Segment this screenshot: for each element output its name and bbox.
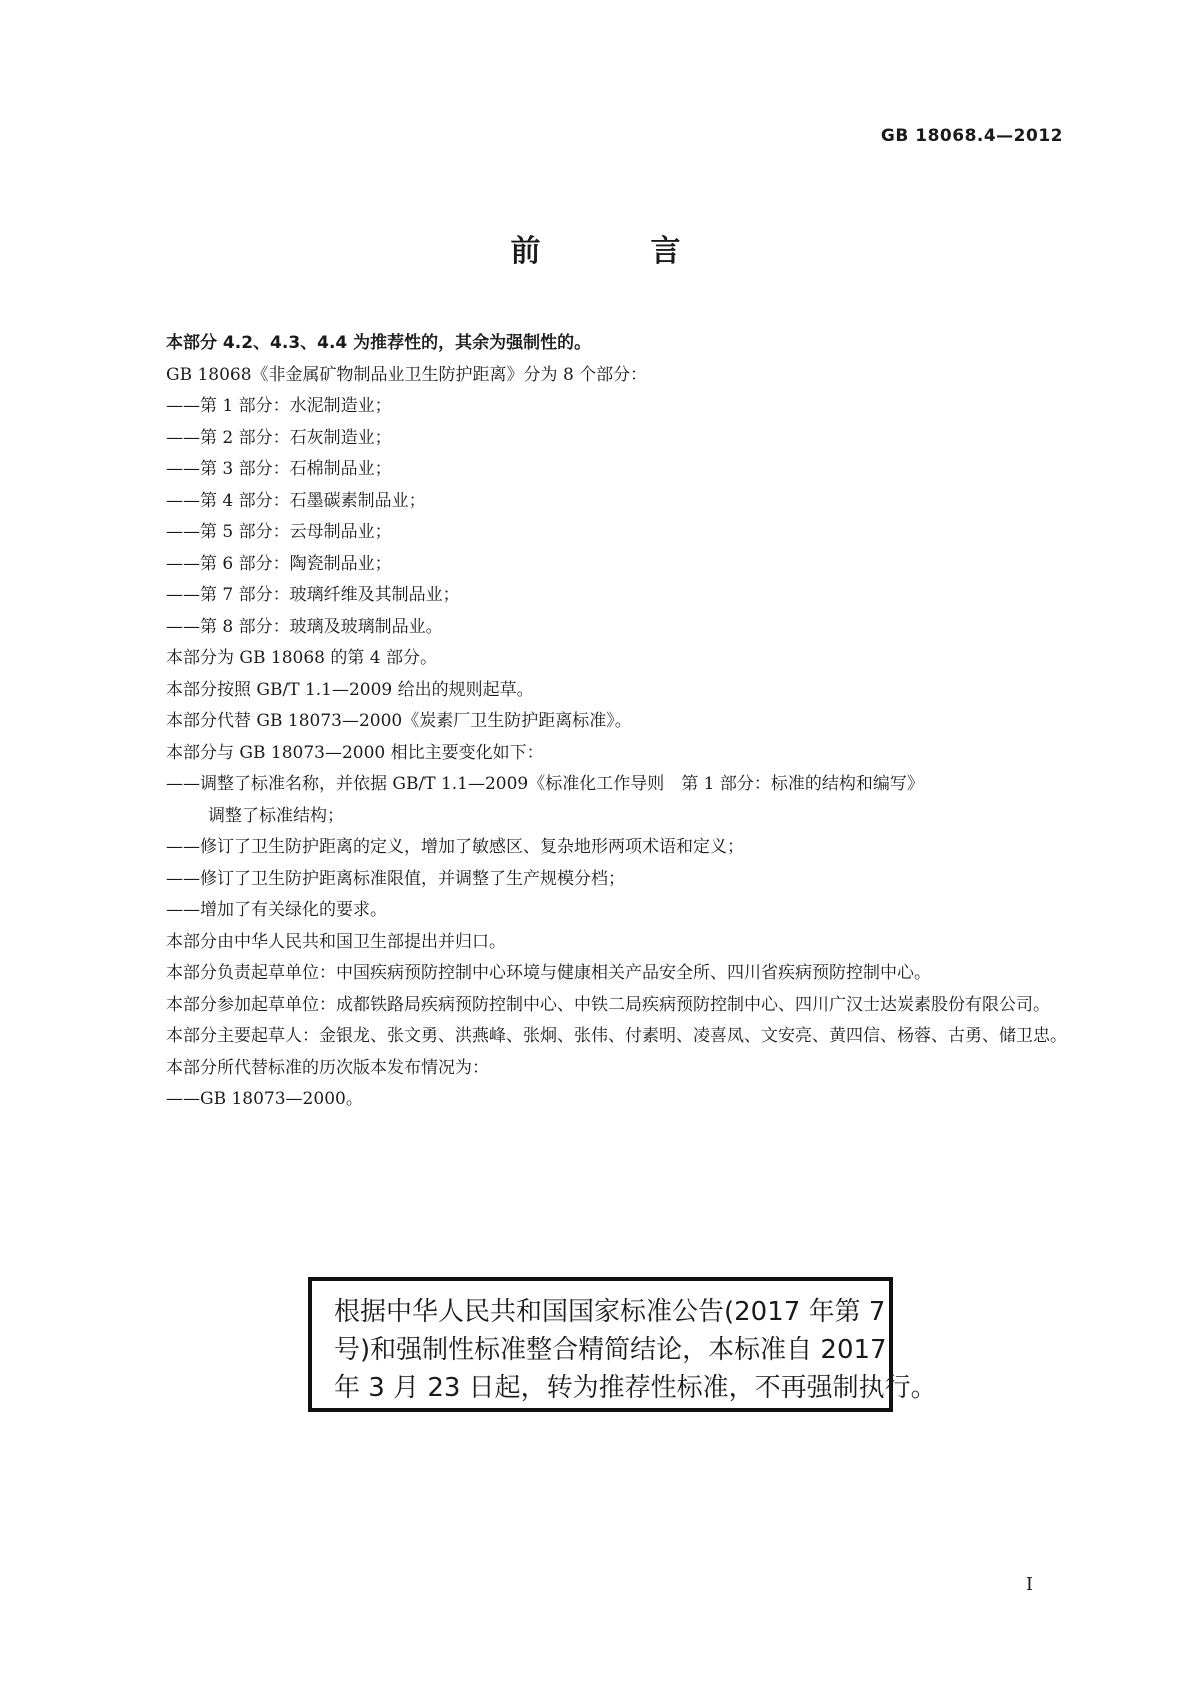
paragraph: 本部分参加起草单位：成都铁路局疾病预防控制中心、中铁二局疾病预防控制中心、四川广汉士达炭素股份有限公司。 — [166, 994, 1050, 1015]
paragraph: 本部分由中华人民共和国卫生部提出并归口。 — [166, 931, 506, 952]
list-item-line: ——调整了标准名称，并依据 GB/T 1.1—2009《标准化工作导则 第 1 部分：标准的结构和编写》 — [166, 774, 924, 794]
paragraph: 本部分为 GB 18068 的第 4 部分。 — [166, 648, 437, 668]
page-number: I — [1025, 1574, 1033, 1595]
list-item: ——GB 18073—2000。 — [166, 1089, 363, 1109]
notice-line: 年 3 月 23 日起，转为推荐性标准，不再强制执行。 — [334, 1373, 937, 1403]
paragraph: 本部分与 GB 18073—2000 相比主要变化如下： — [166, 742, 544, 763]
paragraph: 本部分代替 GB 18073—2000《炭素厂卫生防护距离标准》。 — [166, 711, 632, 731]
list-item — [120, 769, 1070, 832]
list-item: ——第 2 部分：石灰制造业； — [166, 427, 392, 448]
list-item: ——第 7 部分：玻璃纤维及其制品业； — [166, 585, 460, 605]
paragraph: 本部分 4.2、4.3、4.4 为推荐性的，其余为强制性的。 — [166, 333, 592, 353]
paragraph: 本部分所代替标准的历次版本发布情况为： — [166, 1057, 489, 1078]
list-item: ——修订了卫生防护距离标准限值，并调整了生产规模分档； — [166, 868, 625, 889]
notice-line: 根据中华人民共和国国家标准公告(2017 年第 7 — [334, 1297, 886, 1327]
paragraph: 本部分按照 GB/T 1.1—2009 给出的规则起草。 — [166, 679, 534, 700]
standard-number: GB 18068.4—2012 — [880, 126, 1063, 146]
list-item: ——第 3 部分：石棉制品业； — [166, 459, 392, 479]
page-title: 前 言 — [510, 234, 721, 269]
paragraph: 本部分负责起草单位：中国疾病预防控制中心环境与健康相关产品安全所、四川省疾病预防控制中心。 — [166, 963, 931, 983]
list-item: ——第 8 部分：玻璃及玻璃制品业。 — [166, 616, 443, 637]
list-item: ——第 5 部分：云母制品业； — [166, 522, 392, 542]
paragraph: 本部分主要起草人：金银龙、张文勇、洪燕峰、张炯、张伟、付素明、凌喜凤、文安亮、黄四信、杨蓉、古勇、储卫忠。 — [166, 1026, 1067, 1046]
notice-line: 号)和强制性标准整合精简结论，本标准自 2017 — [334, 1335, 887, 1365]
list-item: ——第 4 部分：石墨碳素制品业； — [166, 490, 426, 511]
list-item: ——修订了卫生防护距离的定义，增加了敏感区、复杂地形两项术语和定义； — [166, 837, 744, 857]
foreword-body — [120, 328, 1070, 1116]
list-item: ——增加了有关绿化的要求。 — [166, 900, 387, 920]
paragraph: GB 18068《非金属矿物制品业卫生防护距离》分为 8 个部分： — [166, 364, 648, 385]
list-item: ——第 6 部分：陶瓷制品业； — [166, 553, 392, 574]
list-item-line: 调整了标准结构； — [208, 805, 344, 826]
list-item: ——第 1 部分：水泥制造业； — [166, 396, 392, 416]
notice-box — [308, 1277, 937, 1412]
